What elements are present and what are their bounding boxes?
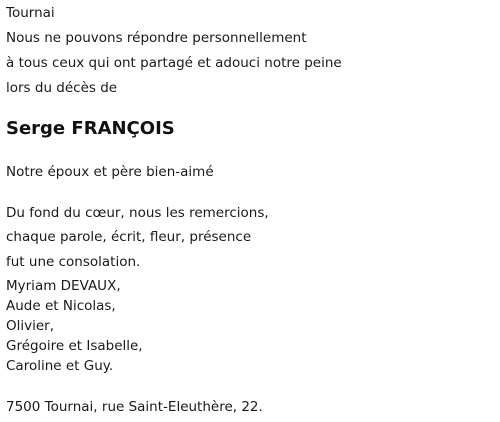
family-member: Grégoire et Isabelle, (6, 338, 143, 354)
place-line: Tournai (6, 5, 55, 21)
intro-line-1: Nous ne pouvons répondre personnellement (6, 30, 307, 46)
family-member: Aude et Nicolas, (6, 298, 116, 314)
intro-line-3: lors du décès de (6, 80, 118, 96)
family-member: Olivier, (6, 318, 55, 334)
address-line: 7500 Tournai, rue Saint-Eleuthère, 22. (6, 399, 263, 415)
thanks-line-2: chaque parole, écrit, fleur, présence (6, 229, 252, 245)
family-member: Myriam DEVAUX, (6, 278, 121, 294)
deceased-name: Serge FRANÇOIS (6, 118, 175, 139)
thanks-line-1: Du fond du cœur, nous les remercions, (6, 205, 269, 221)
deceased-description: Notre époux et père bien-aimé (6, 164, 214, 180)
thanks-line-3: fut une consolation. (6, 254, 141, 270)
intro-line-2: à tous ceux qui ont partagé et adouci notre peine (6, 55, 342, 71)
family-member: Caroline et Guy. (6, 358, 114, 374)
